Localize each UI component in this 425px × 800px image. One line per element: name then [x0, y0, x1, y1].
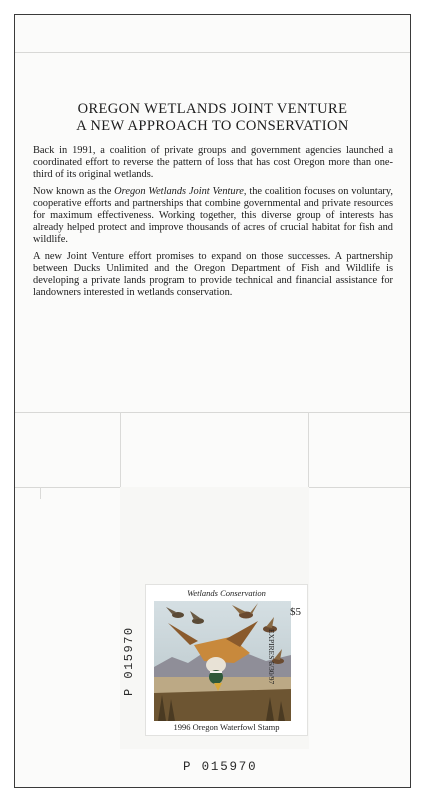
- fold-line-top: [15, 52, 410, 53]
- paragraph-2-italic: Oregon Wetlands Joint Venture: [114, 186, 244, 198]
- fold-line-middle: [15, 412, 410, 413]
- serial-number-vertical: P 015970: [122, 626, 136, 696]
- paragraph-1: Back in 1991, a coalition of private groups and government agencies launched a coordinated effort to reverse the pattern of loss that has cost Oregon more than one-third of its original wetlands.: [33, 145, 393, 180]
- pane-edge-right: [308, 412, 309, 487]
- stamp-value: $5: [290, 606, 301, 618]
- stamp-expiration: EXPIRES 6/30/97: [267, 629, 276, 685]
- paragraph-3: A new Joint Venture effort promises to expand on those successes. A partnership between Ducks Unlimited and the Oregon Department of Fish and Wildlife is developing a private lands program to provide technical and financial assistance for landowners interested in wetlands conservation.: [33, 251, 393, 298]
- paragraph-2-start: Now known as the: [33, 186, 115, 198]
- heading-line-1: OREGON WETLANDS JOINT VENTURE: [77, 101, 348, 117]
- paragraph-2: [33, 186, 393, 245]
- pane-edge-left: [120, 412, 121, 487]
- paragraph-2-end: , the coalition focuses on voluntary, cooperative efforts and partnerships that combine governmental and private resources for maximum effectiveness. Working together, this diverse group of interests has already helped protect and improve thousands of acres of crucial habitat for fish and wildlife.: [33, 186, 394, 245]
- body-text: [33, 145, 393, 305]
- stamp-header: Wetlands Conservation: [187, 588, 266, 598]
- perforation-mark: [40, 487, 41, 499]
- serial-number-bottom: P 015970: [183, 760, 258, 774]
- heading-line-2: A NEW APPROACH TO CONSERVATION: [76, 118, 349, 134]
- waterfowl-stamp: [145, 584, 308, 736]
- stamp-footer: 1996 Oregon Waterfowl Stamp: [173, 722, 280, 732]
